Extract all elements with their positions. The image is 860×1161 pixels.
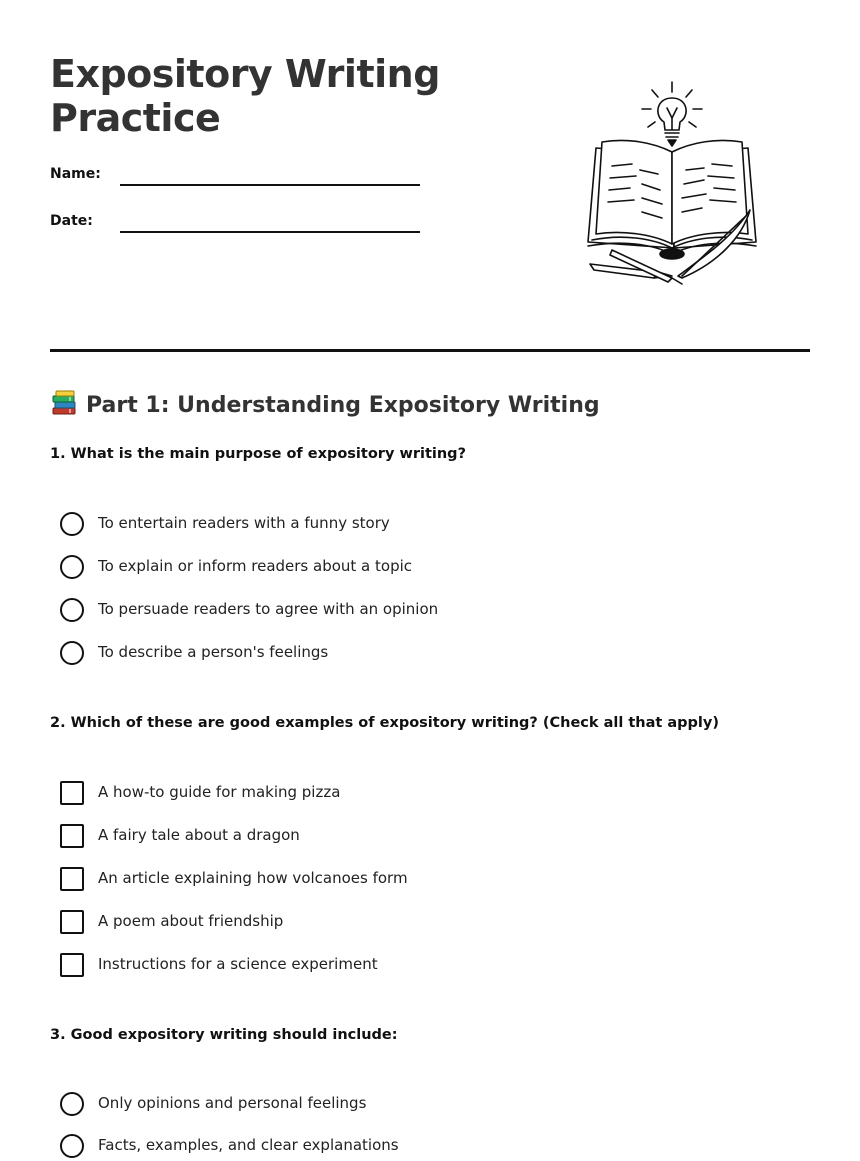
option-label: To persuade readers to agree with an opinion: [98, 600, 439, 618]
name-field-row: [50, 166, 430, 196]
page-title-line-2: Practice: [50, 96, 221, 140]
checkbox[interactable]: [60, 824, 84, 848]
checkbox[interactable]: [60, 910, 84, 934]
section-title: [50, 389, 600, 418]
radio-button[interactable]: [60, 555, 84, 579]
question-1-option-2[interactable]: [60, 555, 760, 581]
question-3: 3. Good expository writing should include:: [50, 1027, 398, 1043]
option-label: A fairy tale about a dragon: [98, 826, 300, 844]
date-field-row: [50, 213, 430, 243]
option-label: A poem about friendship: [98, 912, 284, 930]
books-icon: [50, 389, 78, 417]
radio-button[interactable]: [60, 1092, 84, 1116]
question-2: 2. Which of these are good examples of expository writing? (Check all that apply): [50, 715, 719, 731]
section-title-text: Part 1: Understanding Expository Writing: [86, 393, 600, 418]
question-2-option-2[interactable]: [60, 824, 760, 850]
radio-button[interactable]: [60, 512, 84, 536]
name-label: Name:: [50, 166, 101, 182]
option-label: Instructions for a science experiment: [98, 955, 378, 973]
question-1-option-4[interactable]: [60, 641, 760, 667]
question-1-option-3[interactable]: [60, 598, 760, 624]
checkbox[interactable]: [60, 867, 84, 891]
option-label: To entertain readers with a funny story: [98, 514, 390, 532]
book-lightbulb-pen-icon: [582, 78, 762, 290]
question-1-option-1[interactable]: [60, 512, 760, 538]
date-field[interactable]: [120, 231, 420, 233]
question-1: 1. What is the main purpose of expository writing?: [50, 446, 466, 462]
question-2-option-4[interactable]: [60, 910, 760, 936]
option-label: To explain or inform readers about a topic: [98, 557, 413, 575]
option-label: An article explaining how volcanoes form: [98, 869, 408, 887]
radio-button[interactable]: [60, 1134, 84, 1158]
option-label: A how-to guide for making pizza: [98, 783, 341, 801]
radio-button[interactable]: [60, 641, 84, 665]
option-label: Facts, examples, and clear explanations: [98, 1136, 399, 1154]
page-title: [50, 52, 470, 140]
name-field[interactable]: [120, 184, 420, 186]
question-2-option-3[interactable]: [60, 867, 760, 893]
question-3-option-2[interactable]: [60, 1134, 760, 1160]
radio-button[interactable]: [60, 598, 84, 622]
option-label: Only opinions and personal feelings: [98, 1094, 367, 1112]
date-label: Date:: [50, 213, 93, 229]
checkbox[interactable]: [60, 953, 84, 977]
header-divider: [50, 349, 810, 352]
question-2-option-1[interactable]: [60, 781, 760, 807]
checkbox[interactable]: [60, 781, 84, 805]
question-3-option-1[interactable]: [60, 1092, 760, 1118]
option-label: To describe a person's feelings: [98, 643, 329, 661]
question-2-option-5[interactable]: [60, 953, 760, 979]
page-title-line-1: Expository Writing: [50, 52, 440, 96]
